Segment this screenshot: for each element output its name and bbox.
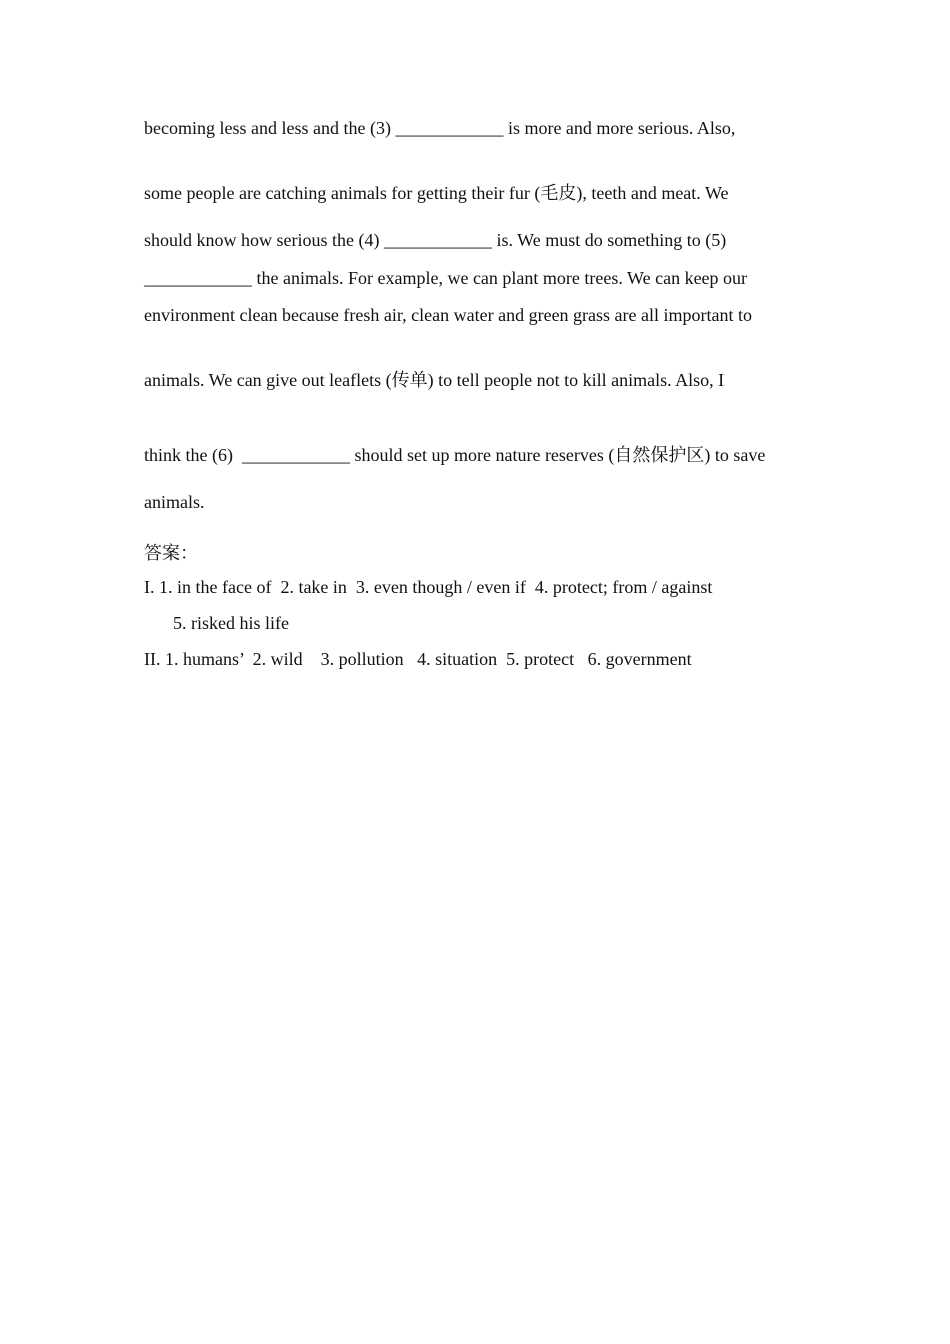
passage-line: environment clean because fresh air, clean water and green grass are all important to (144, 305, 753, 325)
passage-line: animals. We can give out leaflets (传单) to tell people not to kill animals. Also, I (144, 370, 725, 390)
passage-line: ____________ the animals. For example, we can plant more trees. We can keep our (144, 268, 748, 288)
answer-part-1-continued: 5. risked his life (173, 613, 289, 633)
passage-line: think the (6) ____________ should set up more nature reserves (自然保护区) to save (144, 445, 766, 465)
passage-line: animals. (144, 492, 205, 512)
answer-part-2: II. 1. humans’ 2. wild 3. pollution 4. situation 5. protect 6. government (144, 649, 692, 669)
passage-line: some people are catching animals for getting their fur (毛皮), teeth and meat. We (144, 183, 729, 203)
passage-line: should know how serious the (4) ____________ is. We must do something to (5) (144, 230, 727, 250)
passage-line: becoming less and less and the (3) ____________ is more and more serious. Also, (144, 118, 736, 138)
answer-part-1: I. 1. in the face of 2. take in 3. even though / even if 4. protect; from / against (144, 577, 713, 597)
answer-heading: 答案： (144, 543, 198, 563)
